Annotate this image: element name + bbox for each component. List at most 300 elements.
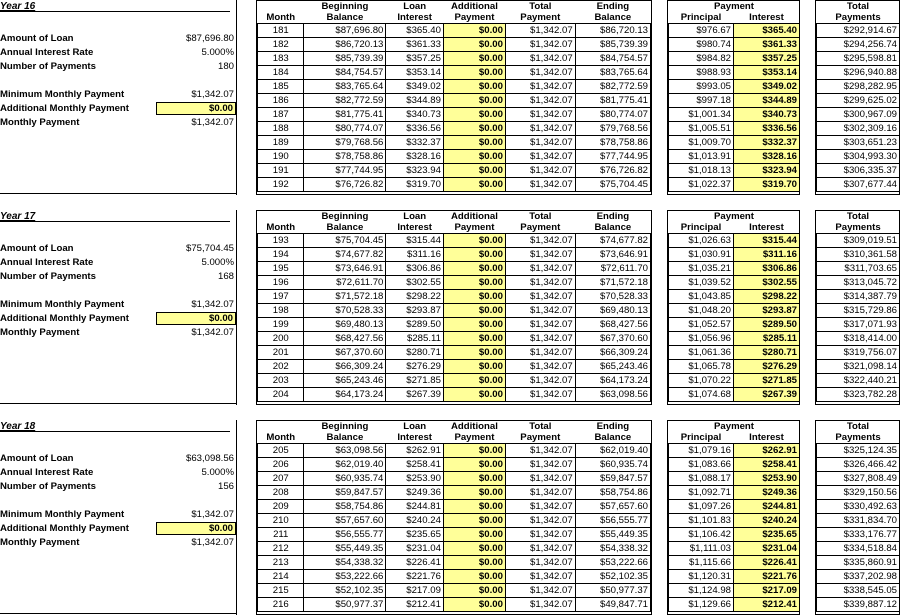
ending-balance-cell: $73,646.91: [575, 248, 650, 262]
info-label: Monthly Payment: [0, 537, 80, 548]
table-row: [258, 500, 651, 514]
interest-cell: $293.87: [734, 304, 800, 318]
ending-balance-cell: $49,847.71: [575, 598, 650, 612]
col-header: Ending: [596, 421, 630, 432]
cumulative-total-cell: $315,729.86: [817, 304, 900, 318]
principal-cell: $1,061.36: [669, 346, 734, 360]
beginning-balance-cell: $70,528.33: [304, 304, 386, 318]
table-row: [669, 66, 800, 80]
principal-cell: $1,115.66: [669, 556, 734, 570]
total-payment-cell: $1,342.07: [505, 514, 575, 528]
year-block: [0, 420, 900, 615]
total-payment-cell: $1,342.07: [505, 122, 575, 136]
ending-balance-cell: $79,768.56: [575, 122, 650, 136]
beginning-balance-cell: $50,977.37: [304, 598, 386, 612]
ending-balance-cell: $55,449.35: [575, 528, 650, 542]
table-row: [258, 66, 651, 80]
table-row: [817, 80, 900, 94]
loan-interest-cell: $361.33: [386, 38, 444, 52]
interest-cell: $276.29: [734, 360, 800, 374]
table-row: [817, 304, 900, 318]
additional-payment-input[interactable]: $0.00: [443, 500, 505, 514]
interest-cell: $280.71: [734, 346, 800, 360]
info-label: Additional Monthly Payment: [0, 313, 129, 324]
cumulative-total-cell: $327,808.49: [817, 472, 900, 486]
table-row: [817, 570, 900, 584]
additional-payment-input[interactable]: $0.00: [443, 276, 505, 290]
table-row: [817, 262, 900, 276]
loan-interest-cell: $253.90: [386, 472, 444, 486]
month-cell: 204: [258, 388, 304, 402]
additional-payment-input[interactable]: $0.00: [443, 234, 505, 248]
table-row: [817, 374, 900, 388]
month-cell: 192: [258, 178, 304, 192]
info-row-monthly: [0, 537, 236, 551]
info-label: Minimum Monthly Payment: [0, 89, 125, 100]
table-row: [817, 290, 900, 304]
info-row-additional: [0, 523, 236, 537]
panel-divider: [236, 420, 237, 615]
additional-payment-input[interactable]: $0.00: [443, 304, 505, 318]
month-cell: 215: [258, 584, 304, 598]
col-header: Ending: [596, 1, 630, 12]
principal-cell: $1,048.20: [669, 304, 734, 318]
loan-interest-cell: $258.41: [386, 458, 444, 472]
interest-cell: $226.41: [734, 556, 800, 570]
total-payment-cell: $1,342.07: [505, 360, 575, 374]
table-row: [669, 304, 800, 318]
month-cell: 199: [258, 318, 304, 332]
table-row: [817, 584, 900, 598]
beginning-balance-cell: $81,775.41: [304, 108, 386, 122]
loan-interest-cell: $280.71: [386, 346, 444, 360]
principal-cell: $1,070.22: [669, 374, 734, 388]
info-label: Annual Interest Rate: [0, 47, 94, 58]
loan-interest-cell: $311.16: [386, 248, 444, 262]
interest-cell: $217.09: [734, 584, 800, 598]
principal-cell: $980.74: [669, 38, 734, 52]
additional-value[interactable]: $0.00: [156, 312, 236, 325]
table-row: [258, 346, 651, 360]
divider: [0, 11, 230, 12]
month-cell: 212: [258, 542, 304, 556]
additional-payment-input[interactable]: $0.00: [443, 318, 505, 332]
beginning-balance-cell: $82,772.59: [304, 94, 386, 108]
col-header: Loan: [403, 1, 427, 12]
cumulative-total-cell: $298,282.95: [817, 80, 900, 94]
additional-payment-input[interactable]: $0.00: [443, 570, 505, 584]
additional-payment-input[interactable]: $0.00: [443, 528, 505, 542]
ending-balance-cell: $68,427.56: [575, 318, 650, 332]
col-header-month: Month: [266, 12, 296, 23]
table-row: [817, 66, 900, 80]
additional-payment-input[interactable]: $0.00: [443, 598, 505, 612]
info-row-monthly: [0, 327, 236, 341]
additional-payment-input[interactable]: $0.00: [443, 164, 505, 178]
total-payment-cell: $1,342.07: [505, 598, 575, 612]
info-label: Monthly Payment: [0, 327, 80, 338]
beginning-balance-cell: $57,657.60: [304, 514, 386, 528]
table-row: [669, 486, 800, 500]
ending-balance-cell: $62,019.40: [575, 444, 650, 458]
total-payment-cell: $1,342.07: [505, 66, 575, 80]
table-row: [669, 276, 800, 290]
ending-balance-cell: $57,657.60: [575, 500, 650, 514]
col-header: Additional: [450, 421, 498, 432]
additional-payment-input[interactable]: $0.00: [443, 136, 505, 150]
total-payment-cell: $1,342.07: [505, 136, 575, 150]
additional-payment-input[interactable]: $0.00: [443, 584, 505, 598]
ending-balance-cell: $70,528.33: [575, 290, 650, 304]
principal-cell: $1,052.57: [669, 318, 734, 332]
schedule-table: [257, 1, 651, 192]
col-header-month: Month: [266, 432, 296, 443]
additional-payment-input[interactable]: $0.00: [443, 290, 505, 304]
total-payment-cell: $1,342.07: [505, 332, 575, 346]
cumulative-total-cell: $334,518.84: [817, 542, 900, 556]
interest-cell: $244.81: [734, 500, 800, 514]
cumulative-total-cell: $310,361.58: [817, 248, 900, 262]
cumulative-total-cell: $321,098.14: [817, 360, 900, 374]
beginning-balance-cell: $86,720.13: [304, 38, 386, 52]
loan-interest-cell: $323.94: [386, 164, 444, 178]
cumulative-total-cell: $322,440.21: [817, 374, 900, 388]
month-cell: 183: [258, 52, 304, 66]
principal-cell: $1,083.66: [669, 458, 734, 472]
ending-balance-cell: $53,222.66: [575, 556, 650, 570]
ending-balance-cell: $56,555.77: [575, 514, 650, 528]
table-row: [669, 598, 800, 612]
interest-cell: $298.22: [734, 290, 800, 304]
month-cell: 195: [258, 262, 304, 276]
interest-cell: $271.85: [734, 374, 800, 388]
beginning-balance-cell: $65,243.46: [304, 374, 386, 388]
cumulative-total-cell: $317,071.93: [817, 318, 900, 332]
total-payments-table: [816, 211, 900, 402]
cumulative-total-cell: $296,940.88: [817, 66, 900, 80]
principal-cell: $1,043.85: [669, 290, 734, 304]
cumulative-total-cell: $314,387.79: [817, 290, 900, 304]
year-block: [0, 0, 900, 195]
num_payments-value: 168: [217, 271, 234, 282]
table-row: [817, 486, 900, 500]
col-header: Payments: [835, 432, 881, 443]
month-cell: 185: [258, 80, 304, 94]
col-header: Payments: [835, 222, 881, 233]
col-header: Principal: [680, 12, 722, 23]
info-row-num_payments: [0, 271, 236, 285]
principal-cell: $1,092.71: [669, 486, 734, 500]
additional-payment-input[interactable]: $0.00: [443, 80, 505, 94]
principal-cell: $1,039.52: [669, 276, 734, 290]
cumulative-total-cell: $307,677.44: [817, 178, 900, 192]
total-payment-cell: $1,342.07: [505, 80, 575, 94]
principal-cell: $1,074.68: [669, 388, 734, 402]
month-cell: 196: [258, 276, 304, 290]
rate-value: 5.000%: [201, 257, 234, 268]
ending-balance-cell: $63,098.56: [575, 388, 650, 402]
ending-balance-cell: $76,726.82: [575, 164, 650, 178]
additional-payment-input[interactable]: $0.00: [443, 332, 505, 346]
col-header: Interest: [397, 222, 432, 233]
table-row: [258, 444, 651, 458]
principal-cell: $993.05: [669, 80, 734, 94]
interest-cell: $249.36: [734, 486, 800, 500]
cumulative-total-cell: $304,993.30: [817, 150, 900, 164]
panel-divider: [0, 403, 237, 404]
table-row: [258, 150, 651, 164]
total-payment-cell: $1,342.07: [505, 486, 575, 500]
info-row-num_payments: [0, 61, 236, 75]
additional-payment-input[interactable]: $0.00: [443, 360, 505, 374]
ending-balance-cell: $80,774.07: [575, 108, 650, 122]
loan-interest-cell: $344.89: [386, 94, 444, 108]
schedule-table: [257, 211, 651, 402]
cumulative-total-cell: $331,834.70: [817, 514, 900, 528]
additional-payment-input[interactable]: $0.00: [443, 374, 505, 388]
table-row: [817, 248, 900, 262]
total-payment-cell: $1,342.07: [505, 304, 575, 318]
interest-cell: $328.16: [734, 150, 800, 164]
principal-cell: $1,030.91: [669, 248, 734, 262]
principal-cell: $1,022.37: [669, 178, 734, 192]
info-label: Additional Monthly Payment: [0, 523, 129, 534]
ending-balance-cell: $60,935.74: [575, 458, 650, 472]
beginning-balance-cell: $63,098.56: [304, 444, 386, 458]
additional-payment-input[interactable]: $0.00: [443, 514, 505, 528]
table-row: [817, 38, 900, 52]
month-cell: 213: [258, 556, 304, 570]
additional-payment-input[interactable]: $0.00: [443, 178, 505, 192]
table-row: [817, 514, 900, 528]
info-label: Number of Payments: [0, 61, 96, 72]
additional-payment-input[interactable]: $0.00: [443, 94, 505, 108]
additional-payment-input[interactable]: $0.00: [443, 150, 505, 164]
month-cell: 207: [258, 472, 304, 486]
beginning-balance-cell: $72,611.70: [304, 276, 386, 290]
additional-value[interactable]: $0.00: [156, 522, 236, 535]
info-label: Monthly Payment: [0, 117, 80, 128]
total-payment-cell: $1,342.07: [505, 472, 575, 486]
principal-cell: $1,005.51: [669, 122, 734, 136]
col-header: Total: [846, 211, 870, 222]
table-row: [817, 24, 900, 38]
month-cell: 188: [258, 122, 304, 136]
table-row: [817, 178, 900, 192]
table-row: [817, 136, 900, 150]
ending-balance-cell: $67,370.60: [575, 332, 650, 346]
table-row: [669, 458, 800, 472]
additional-payment-input[interactable]: $0.00: [443, 388, 505, 402]
cumulative-total-cell: $292,914.67: [817, 24, 900, 38]
beginning-balance-cell: $59,847.57: [304, 486, 386, 500]
ending-balance-cell: $78,758.86: [575, 136, 650, 150]
loan-interest-cell: $249.36: [386, 486, 444, 500]
col-header: Interest: [749, 12, 784, 23]
beginning-balance-cell: $75,704.45: [304, 234, 386, 248]
additional-value[interactable]: $0.00: [156, 102, 236, 115]
col-header: Total: [529, 211, 552, 222]
interest-cell: $306.86: [734, 262, 800, 276]
table-row: [669, 388, 800, 402]
loan-interest-cell: $302.55: [386, 276, 444, 290]
additional-payment-input[interactable]: $0.00: [443, 262, 505, 276]
ending-balance-cell: $71,572.18: [575, 276, 650, 290]
month-cell: 190: [258, 150, 304, 164]
table-row: [669, 262, 800, 276]
month-cell: 210: [258, 514, 304, 528]
interest-cell: $235.65: [734, 528, 800, 542]
ending-balance-cell: $66,309.24: [575, 346, 650, 360]
table-row: [258, 374, 651, 388]
col-header: Balance: [326, 12, 364, 23]
col-header: Interest: [749, 222, 784, 233]
monthly-value: $1,342.07: [191, 537, 234, 548]
col-header: Interest: [397, 432, 432, 443]
col-header: Total: [846, 1, 870, 12]
ending-balance-cell: $74,677.82: [575, 234, 650, 248]
table-row: [669, 52, 800, 66]
additional-payment-input[interactable]: $0.00: [443, 346, 505, 360]
table-row: [258, 248, 651, 262]
beginning-balance-cell: $69,480.13: [304, 318, 386, 332]
payment-breakdown-table: [668, 421, 800, 612]
table-row: [258, 458, 651, 472]
beginning-balance-cell: $66,309.24: [304, 360, 386, 374]
col-header: Payment: [454, 432, 495, 443]
table-row: [669, 234, 800, 248]
additional-payment-input[interactable]: $0.00: [443, 66, 505, 80]
info-row-amount: [0, 453, 236, 467]
ending-balance-cell: $64,173.24: [575, 374, 650, 388]
beginning-balance-cell: $77,744.95: [304, 164, 386, 178]
interest-cell: $267.39: [734, 388, 800, 402]
principal-cell: $1,001.34: [669, 108, 734, 122]
info-label: Annual Interest Rate: [0, 257, 94, 268]
month-cell: 184: [258, 66, 304, 80]
month-cell: 189: [258, 136, 304, 150]
amount-value: $87,696.80: [185, 33, 234, 44]
col-header: Loan: [403, 211, 427, 222]
beginning-balance-cell: $84,754.57: [304, 66, 386, 80]
panel-divider: [236, 0, 237, 195]
col-header: Beginning: [321, 1, 369, 12]
col-header: Principal: [680, 432, 722, 443]
additional-payment-input[interactable]: $0.00: [443, 122, 505, 136]
table-row: [817, 500, 900, 514]
divider: [0, 431, 230, 432]
additional-payment-input[interactable]: $0.00: [443, 52, 505, 66]
beginning-balance-cell: $73,646.91: [304, 262, 386, 276]
interest-cell: $221.76: [734, 570, 800, 584]
monthly-value: $1,342.07: [191, 117, 234, 128]
table-row: [817, 164, 900, 178]
table-row: [817, 444, 900, 458]
additional-payment-input[interactable]: $0.00: [443, 556, 505, 570]
cumulative-total-cell: $300,967.09: [817, 108, 900, 122]
month-cell: 187: [258, 108, 304, 122]
year-block: [0, 210, 900, 405]
additional-payment-input[interactable]: $0.00: [443, 248, 505, 262]
additional-payment-input[interactable]: $0.00: [443, 38, 505, 52]
additional-payment-input[interactable]: $0.00: [443, 24, 505, 38]
rate-value: 5.000%: [201, 467, 234, 478]
month-cell: 201: [258, 346, 304, 360]
principal-cell: $1,101.83: [669, 514, 734, 528]
interest-cell: $311.16: [734, 248, 800, 262]
table-row: [669, 570, 800, 584]
ending-balance-cell: $54,338.32: [575, 542, 650, 556]
interest-cell: $353.14: [734, 66, 800, 80]
total-payment-cell: $1,342.07: [505, 164, 575, 178]
principal-cell: $1,111.03: [669, 542, 734, 556]
principal-cell: $1,013.91: [669, 150, 734, 164]
loan-interest-cell: $293.87: [386, 304, 444, 318]
table-row: [669, 94, 800, 108]
additional-payment-input[interactable]: $0.00: [443, 472, 505, 486]
loan-interest-cell: $353.14: [386, 66, 444, 80]
info-row-amount: [0, 33, 236, 47]
table-row: [817, 346, 900, 360]
info-row-additional: [0, 103, 236, 117]
table-row: [258, 360, 651, 374]
info-row-rate: [0, 47, 236, 61]
total-payment-cell: $1,342.07: [505, 458, 575, 472]
interest-cell: $319.70: [734, 178, 800, 192]
amount-value: $63,098.56: [185, 453, 234, 464]
additional-payment-input[interactable]: $0.00: [443, 486, 505, 500]
beginning-balance-cell: $83,765.64: [304, 80, 386, 94]
col-header: Balance: [594, 432, 632, 443]
beginning-balance-cell: $78,758.86: [304, 150, 386, 164]
loan-interest-cell: $332.37: [386, 136, 444, 150]
info-label: Amount of Loan: [0, 453, 74, 464]
additional-payment-input[interactable]: $0.00: [443, 108, 505, 122]
table-row: [258, 304, 651, 318]
additional-payment-input[interactable]: $0.00: [443, 542, 505, 556]
info-row-monthly: [0, 117, 236, 131]
col-header: Total: [529, 1, 552, 12]
total-payment-cell: $1,342.07: [505, 262, 575, 276]
additional-payment-input[interactable]: $0.00: [443, 444, 505, 458]
month-cell: 208: [258, 486, 304, 500]
cumulative-total-cell: $333,176.77: [817, 528, 900, 542]
total-payment-cell: $1,342.07: [505, 444, 575, 458]
table-row: [258, 486, 651, 500]
info-label: Additional Monthly Payment: [0, 103, 129, 114]
loan-interest-cell: $357.25: [386, 52, 444, 66]
month-cell: 181: [258, 24, 304, 38]
table-row: [817, 598, 900, 612]
num_payments-value: 180: [217, 61, 234, 72]
total-payment-cell: $1,342.07: [505, 556, 575, 570]
principal-cell: $1,106.42: [669, 528, 734, 542]
loan-interest-cell: $336.56: [386, 122, 444, 136]
cumulative-total-cell: $319,756.07: [817, 346, 900, 360]
table-row: [258, 472, 651, 486]
total-payment-cell: $1,342.07: [505, 528, 575, 542]
table-row: [817, 388, 900, 402]
col-header-month: Month: [266, 222, 296, 233]
table-row: [817, 150, 900, 164]
cumulative-total-cell: $337,202.98: [817, 570, 900, 584]
interest-cell: $361.33: [734, 38, 800, 52]
loan-interest-cell: $226.41: [386, 556, 444, 570]
table-row: [258, 290, 651, 304]
table-row: [669, 24, 800, 38]
additional-payment-input[interactable]: $0.00: [443, 458, 505, 472]
table-row: [669, 556, 800, 570]
